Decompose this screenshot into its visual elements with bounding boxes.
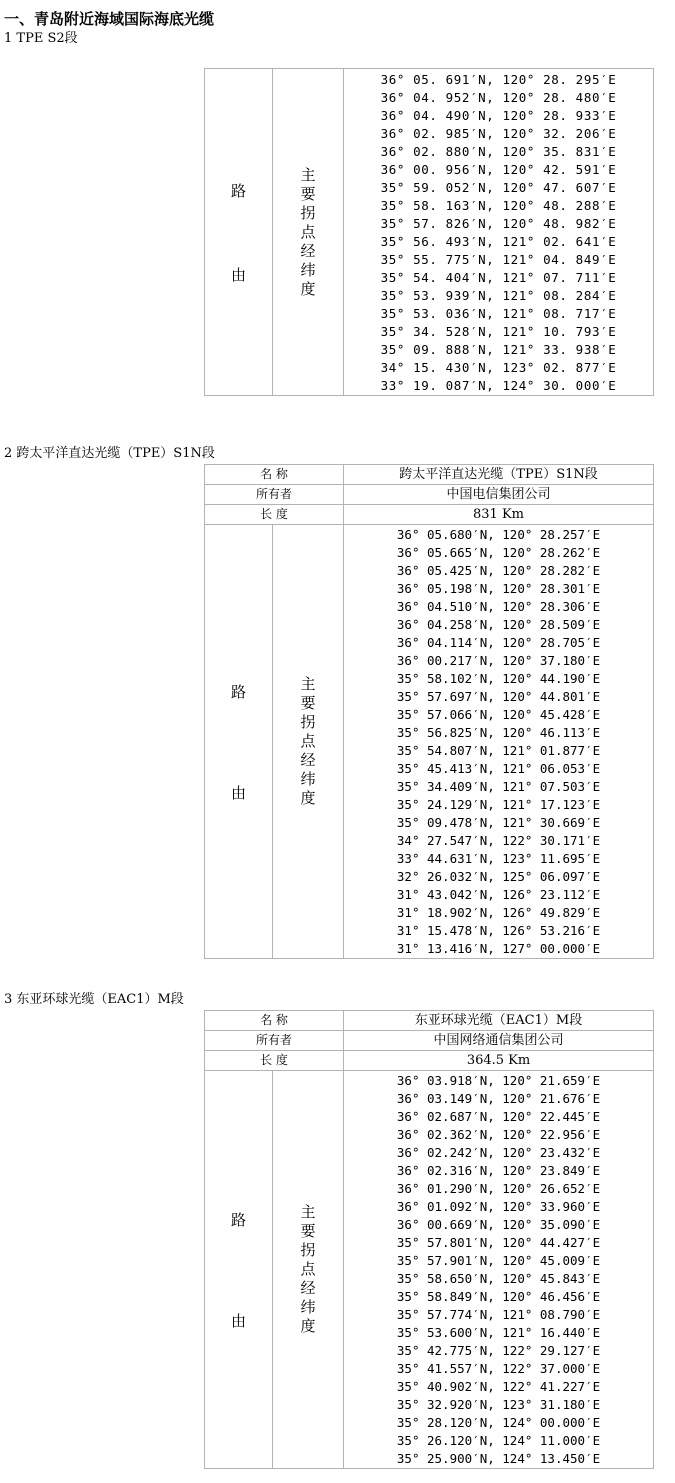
main-points-label: 主要拐点经纬度 — [300, 1203, 316, 1335]
name-label: 名 称 — [205, 1011, 344, 1031]
section-heading: 2 跨太平洋直达光缆（TPE）S1N段 — [4, 446, 215, 461]
coord-row: 36° 02.687′N, 120° 22.445′E — [396, 1108, 601, 1124]
coord-row: 36° 02. 985′N, 120° 32. 206′E — [380, 126, 617, 141]
coord-row: 36° 01.290′N, 120° 26.652′E — [396, 1180, 601, 1196]
main-points-label: 主要拐点经纬度 — [300, 675, 316, 807]
coord-row: 36° 03.918′N, 120° 21.659′E — [396, 1072, 601, 1088]
cable-owner: 中国电信集团公司 — [344, 485, 654, 505]
cable-table — [204, 1010, 654, 1469]
route-label-cell — [205, 1071, 273, 1469]
coord-row: 35° 34.409′N, 121° 07.503′E — [396, 778, 601, 794]
route-label-char: 路 — [230, 1210, 246, 1229]
coord-row: 35° 58. 163′N, 120° 48. 288′E — [380, 198, 617, 213]
coord-row: 35° 40.902′N, 122° 41.227′E — [396, 1378, 601, 1394]
coord-row: 35° 53. 036′N, 121° 08. 717′E — [380, 306, 617, 321]
cable-name: 东亚环球光缆（EAC1）M段 — [344, 1011, 654, 1031]
main-points-label-cell — [273, 525, 344, 959]
coord-list — [344, 69, 653, 395]
coord-row: 31° 43.042′N, 126° 23.112′E — [396, 886, 601, 902]
coord-row: 36° 00.217′N, 120° 37.180′E — [396, 652, 601, 668]
coord-row: 36° 04.510′N, 120° 28.306′E — [396, 598, 601, 614]
coord-row: 35° 58.849′N, 120° 46.456′E — [396, 1288, 601, 1304]
coord-row: 35° 42.775′N, 122° 29.127′E — [396, 1342, 601, 1358]
cable-table — [204, 464, 654, 959]
page-title: 一、青岛附近海域国际海底光缆 — [4, 10, 215, 28]
coord-row: 35° 09. 888′N, 121° 33. 938′E — [380, 342, 617, 357]
coord-list — [344, 1072, 653, 1468]
coord-row: 35° 57.801′N, 120° 44.427′E — [396, 1234, 601, 1250]
name-label: 名 称 — [205, 465, 344, 485]
coord-row: 35° 55. 775′N, 121° 04. 849′E — [380, 252, 617, 267]
coord-row: 36° 05. 691′N, 120° 28. 295′E — [380, 72, 617, 87]
section-heading: 3 东亚环球光缆（EAC1）M段 — [4, 992, 184, 1007]
route-label-char: 由 — [230, 265, 246, 284]
coord-row: 35° 58.102′N, 120° 44.190′E — [396, 670, 601, 686]
coord-row: 36° 04.258′N, 120° 28.509′E — [396, 616, 601, 632]
length-label: 长 度 — [205, 505, 344, 525]
main-points-label-cell — [273, 1071, 344, 1469]
owner-label: 所有者 — [205, 485, 344, 505]
coord-row: 35° 45.413′N, 121° 06.053′E — [396, 760, 601, 776]
coord-row: 35° 57.774′N, 121° 08.790′E — [396, 1306, 601, 1322]
route-label-char: 路 — [230, 181, 246, 200]
coord-row: 35° 56. 493′N, 121° 02. 641′E — [380, 234, 617, 249]
cable-table — [204, 68, 654, 396]
route-label-char: 由 — [230, 1311, 246, 1330]
route-label-cell — [205, 69, 273, 396]
coord-row: 35° 25.900′N, 124° 13.450′E — [396, 1450, 601, 1466]
coord-row: 33° 44.631′N, 123° 11.695′E — [396, 850, 601, 866]
coord-row: 36° 01.092′N, 120° 33.960′E — [396, 1198, 601, 1214]
cable-name: 跨太平洋直达光缆（TPE）S1N段 — [344, 465, 654, 485]
coord-row: 34° 15. 430′N, 123° 02. 877′E — [380, 360, 617, 375]
coord-row: 35° 57. 826′N, 120° 48. 982′E — [380, 216, 617, 231]
coord-row: 35° 41.557′N, 122° 37.000′E — [396, 1360, 601, 1376]
coord-row: 36° 02.362′N, 120° 22.956′E — [396, 1126, 601, 1142]
coord-row: 31° 18.902′N, 126° 49.829′E — [396, 904, 601, 920]
coord-row: 36° 05.198′N, 120° 28.301′E — [396, 580, 601, 596]
coord-row: 36° 04.114′N, 120° 28.705′E — [396, 634, 601, 650]
coord-row: 35° 24.129′N, 121° 17.123′E — [396, 796, 601, 812]
main-points-label: 主要拐点经纬度 — [300, 165, 316, 298]
cable-length: 831 Km — [344, 505, 654, 525]
coord-row: 36° 02.242′N, 120° 23.432′E — [396, 1144, 601, 1160]
coord-row: 32° 26.032′N, 125° 06.097′E — [396, 868, 601, 884]
coord-row: 35° 58.650′N, 120° 45.843′E — [396, 1270, 601, 1286]
coord-row: 36° 04. 952′N, 120° 28. 480′E — [380, 90, 617, 105]
cable-owner: 中国网络通信集团公司 — [344, 1031, 654, 1051]
main-points-label-cell — [273, 69, 344, 396]
route-label-cell — [205, 525, 273, 959]
coords-cell — [344, 1071, 654, 1469]
coord-row: 36° 03.149′N, 120° 21.676′E — [396, 1090, 601, 1106]
coords-cell — [344, 69, 654, 396]
coord-row: 35° 54.807′N, 121° 01.877′E — [396, 742, 601, 758]
coord-row: 35° 56.825′N, 120° 46.113′E — [396, 724, 601, 740]
coord-row: 34° 27.547′N, 122° 30.171′E — [396, 832, 601, 848]
coord-row: 36° 02. 880′N, 120° 35. 831′E — [380, 144, 617, 159]
coord-row: 33° 19. 087′N, 124° 30. 000′E — [380, 378, 617, 393]
route-label-char: 路 — [230, 682, 246, 701]
coord-row: 31° 13.416′N, 127° 00.000′E — [396, 940, 601, 956]
cable-length: 364.5 Km — [344, 1051, 654, 1071]
coord-row: 36° 04. 490′N, 120° 28. 933′E — [380, 108, 617, 123]
coords-cell — [344, 525, 654, 959]
coord-row: 36° 00.669′N, 120° 35.090′E — [396, 1216, 601, 1232]
coord-row: 35° 54. 404′N, 121° 07. 711′E — [380, 270, 617, 285]
coord-row: 36° 02.316′N, 120° 23.849′E — [396, 1162, 601, 1178]
coord-row: 35° 53. 939′N, 121° 08. 284′E — [380, 288, 617, 303]
coord-row: 36° 05.425′N, 120° 28.282′E — [396, 562, 601, 578]
coord-list — [344, 526, 653, 958]
coord-row: 35° 57.697′N, 120° 44.801′E — [396, 688, 601, 704]
coord-row: 35° 34. 528′N, 121° 10. 793′E — [380, 324, 617, 339]
coord-row: 35° 26.120′N, 124° 11.000′E — [396, 1432, 601, 1448]
coord-row: 35° 32.920′N, 123° 31.180′E — [396, 1396, 601, 1412]
section-heading: 1 TPE S2段 — [4, 31, 78, 46]
coord-row: 36° 05.665′N, 120° 28.262′E — [396, 544, 601, 560]
coord-row: 35° 59. 052′N, 120° 47. 607′E — [380, 180, 617, 195]
owner-label: 所有者 — [205, 1031, 344, 1051]
coord-row: 31° 15.478′N, 126° 53.216′E — [396, 922, 601, 938]
coord-row: 36° 05.680′N, 120° 28.257′E — [396, 526, 601, 542]
coord-row: 36° 00. 956′N, 120° 42. 591′E — [380, 162, 617, 177]
coord-row: 35° 09.478′N, 121° 30.669′E — [396, 814, 601, 830]
length-label: 长 度 — [205, 1051, 344, 1071]
coord-row: 35° 28.120′N, 124° 00.000′E — [396, 1414, 601, 1430]
route-label-char: 由 — [230, 783, 246, 802]
coord-row: 35° 57.066′N, 120° 45.428′E — [396, 706, 601, 722]
coord-row: 35° 57.901′N, 120° 45.009′E — [396, 1252, 601, 1268]
coord-row: 35° 53.600′N, 121° 16.440′E — [396, 1324, 601, 1340]
